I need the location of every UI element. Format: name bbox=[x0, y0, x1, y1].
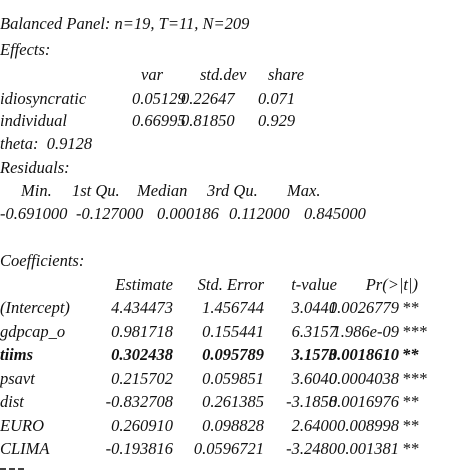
coef-header-stderror: Std. Error bbox=[197, 275, 264, 294]
effects-row-stddev: 0.22647 bbox=[181, 89, 235, 108]
coef-header-tvalue: t-value bbox=[291, 275, 337, 294]
coef-std-error: 0.0596721 bbox=[193, 439, 264, 458]
residuals-value-median: 0.000186 bbox=[157, 204, 219, 223]
coef-t-value: 6.3157 bbox=[291, 321, 337, 341]
coef-std-error: 0.095789 bbox=[202, 345, 264, 364]
coef-significance: ** bbox=[402, 415, 419, 435]
effects-row-label: idiosyncratic bbox=[0, 89, 87, 108]
coef-significance: ** bbox=[402, 298, 419, 317]
residuals-header-median: Median bbox=[137, 181, 188, 200]
effects-title: Effects: bbox=[0, 40, 51, 59]
coef-p-value: 0.0004038 bbox=[328, 368, 399, 388]
coefficients-title: Coefficients: bbox=[0, 251, 85, 270]
residuals-value-min: -0.691000 bbox=[0, 204, 68, 223]
coef-significance: ** bbox=[402, 345, 419, 364]
residuals-header-3rdqu: 3rd Qu. bbox=[207, 181, 258, 200]
coef-estimate: 0.981718 bbox=[111, 321, 173, 341]
residuals-header-1stqu: 1st Qu. bbox=[72, 181, 120, 200]
coef-label: CLIMA bbox=[0, 439, 50, 458]
coef-estimate: 4.434473 bbox=[111, 298, 173, 317]
coef-label: psavt bbox=[0, 368, 35, 388]
coef-significance: ** bbox=[402, 439, 419, 458]
effects-row-stddev: 0.81850 bbox=[181, 111, 235, 130]
effects-header-share: share bbox=[268, 65, 305, 84]
coef-label: dist bbox=[0, 392, 24, 411]
coef-significance: ** bbox=[402, 392, 419, 411]
coef-significance: *** bbox=[402, 368, 427, 388]
coef-p-value: 0.001381 bbox=[337, 439, 399, 458]
footer-separator bbox=[0, 468, 24, 470]
coef-label: tiims bbox=[0, 345, 34, 364]
coef-p-value: 0.0026779 bbox=[328, 298, 399, 317]
effects-row-share: 0.071 bbox=[258, 89, 296, 108]
coef-estimate: 0.260910 bbox=[111, 415, 173, 435]
coef-p-value: 0.008998 bbox=[337, 415, 399, 435]
coef-significance: *** bbox=[402, 321, 427, 341]
coef-p-value: 1.986e-09 bbox=[332, 321, 399, 341]
coef-std-error: 0.261385 bbox=[202, 392, 264, 411]
coef-label: gdpcap_o bbox=[0, 321, 66, 341]
coef-header-estimate: Estimate bbox=[115, 275, 173, 294]
coef-std-error: 0.059851 bbox=[202, 368, 264, 388]
coef-estimate: -0.193816 bbox=[105, 439, 173, 458]
panel-header: Balanced Panel: n=19, T=11, N=209 bbox=[0, 14, 250, 33]
coef-t-value: 3.1573 bbox=[291, 345, 337, 364]
residuals-header-min: Min. bbox=[21, 181, 52, 200]
residuals-header-max: Max. bbox=[287, 181, 321, 200]
coef-std-error: 1.456744 bbox=[202, 298, 264, 317]
effects-row-var: 0.66995 bbox=[132, 111, 186, 130]
coef-t-value: -3.2480 bbox=[286, 439, 337, 458]
residuals-value-1stqu: -0.127000 bbox=[76, 204, 144, 223]
coef-t-value: 3.0441 bbox=[291, 298, 337, 317]
coef-header-pvalue: Pr(>|t|) bbox=[365, 275, 418, 294]
coef-estimate: 0.302438 bbox=[111, 345, 173, 364]
residuals-value-3rdqu: 0.112000 bbox=[229, 204, 290, 223]
coef-std-error: 0.155441 bbox=[202, 321, 264, 341]
residuals-value-max: 0.845000 bbox=[304, 204, 366, 223]
coef-estimate: 0.215702 bbox=[111, 368, 173, 388]
coef-label: (Intercept) bbox=[0, 298, 70, 317]
effects-row-share: 0.929 bbox=[258, 111, 296, 130]
coef-p-value: 0.0018610 bbox=[328, 345, 399, 364]
coef-p-value: 0.0016976 bbox=[328, 392, 399, 411]
coef-t-value: 2.6400 bbox=[291, 415, 337, 435]
coef-t-value: 3.6040 bbox=[291, 368, 337, 388]
theta-line: theta: 0.9128 bbox=[0, 134, 93, 153]
residuals-title: Residuals: bbox=[0, 158, 70, 177]
coef-t-value: -3.1858 bbox=[286, 392, 337, 411]
coef-label: EURO bbox=[0, 415, 44, 435]
effects-row-var: 0.05129 bbox=[132, 89, 186, 108]
effects-row-label: individual bbox=[0, 111, 67, 130]
effects-header-var: var bbox=[141, 65, 163, 84]
coef-estimate: -0.832708 bbox=[105, 392, 173, 411]
effects-header-stddev: std.dev bbox=[200, 65, 247, 84]
coef-std-error: 0.098828 bbox=[202, 415, 264, 435]
